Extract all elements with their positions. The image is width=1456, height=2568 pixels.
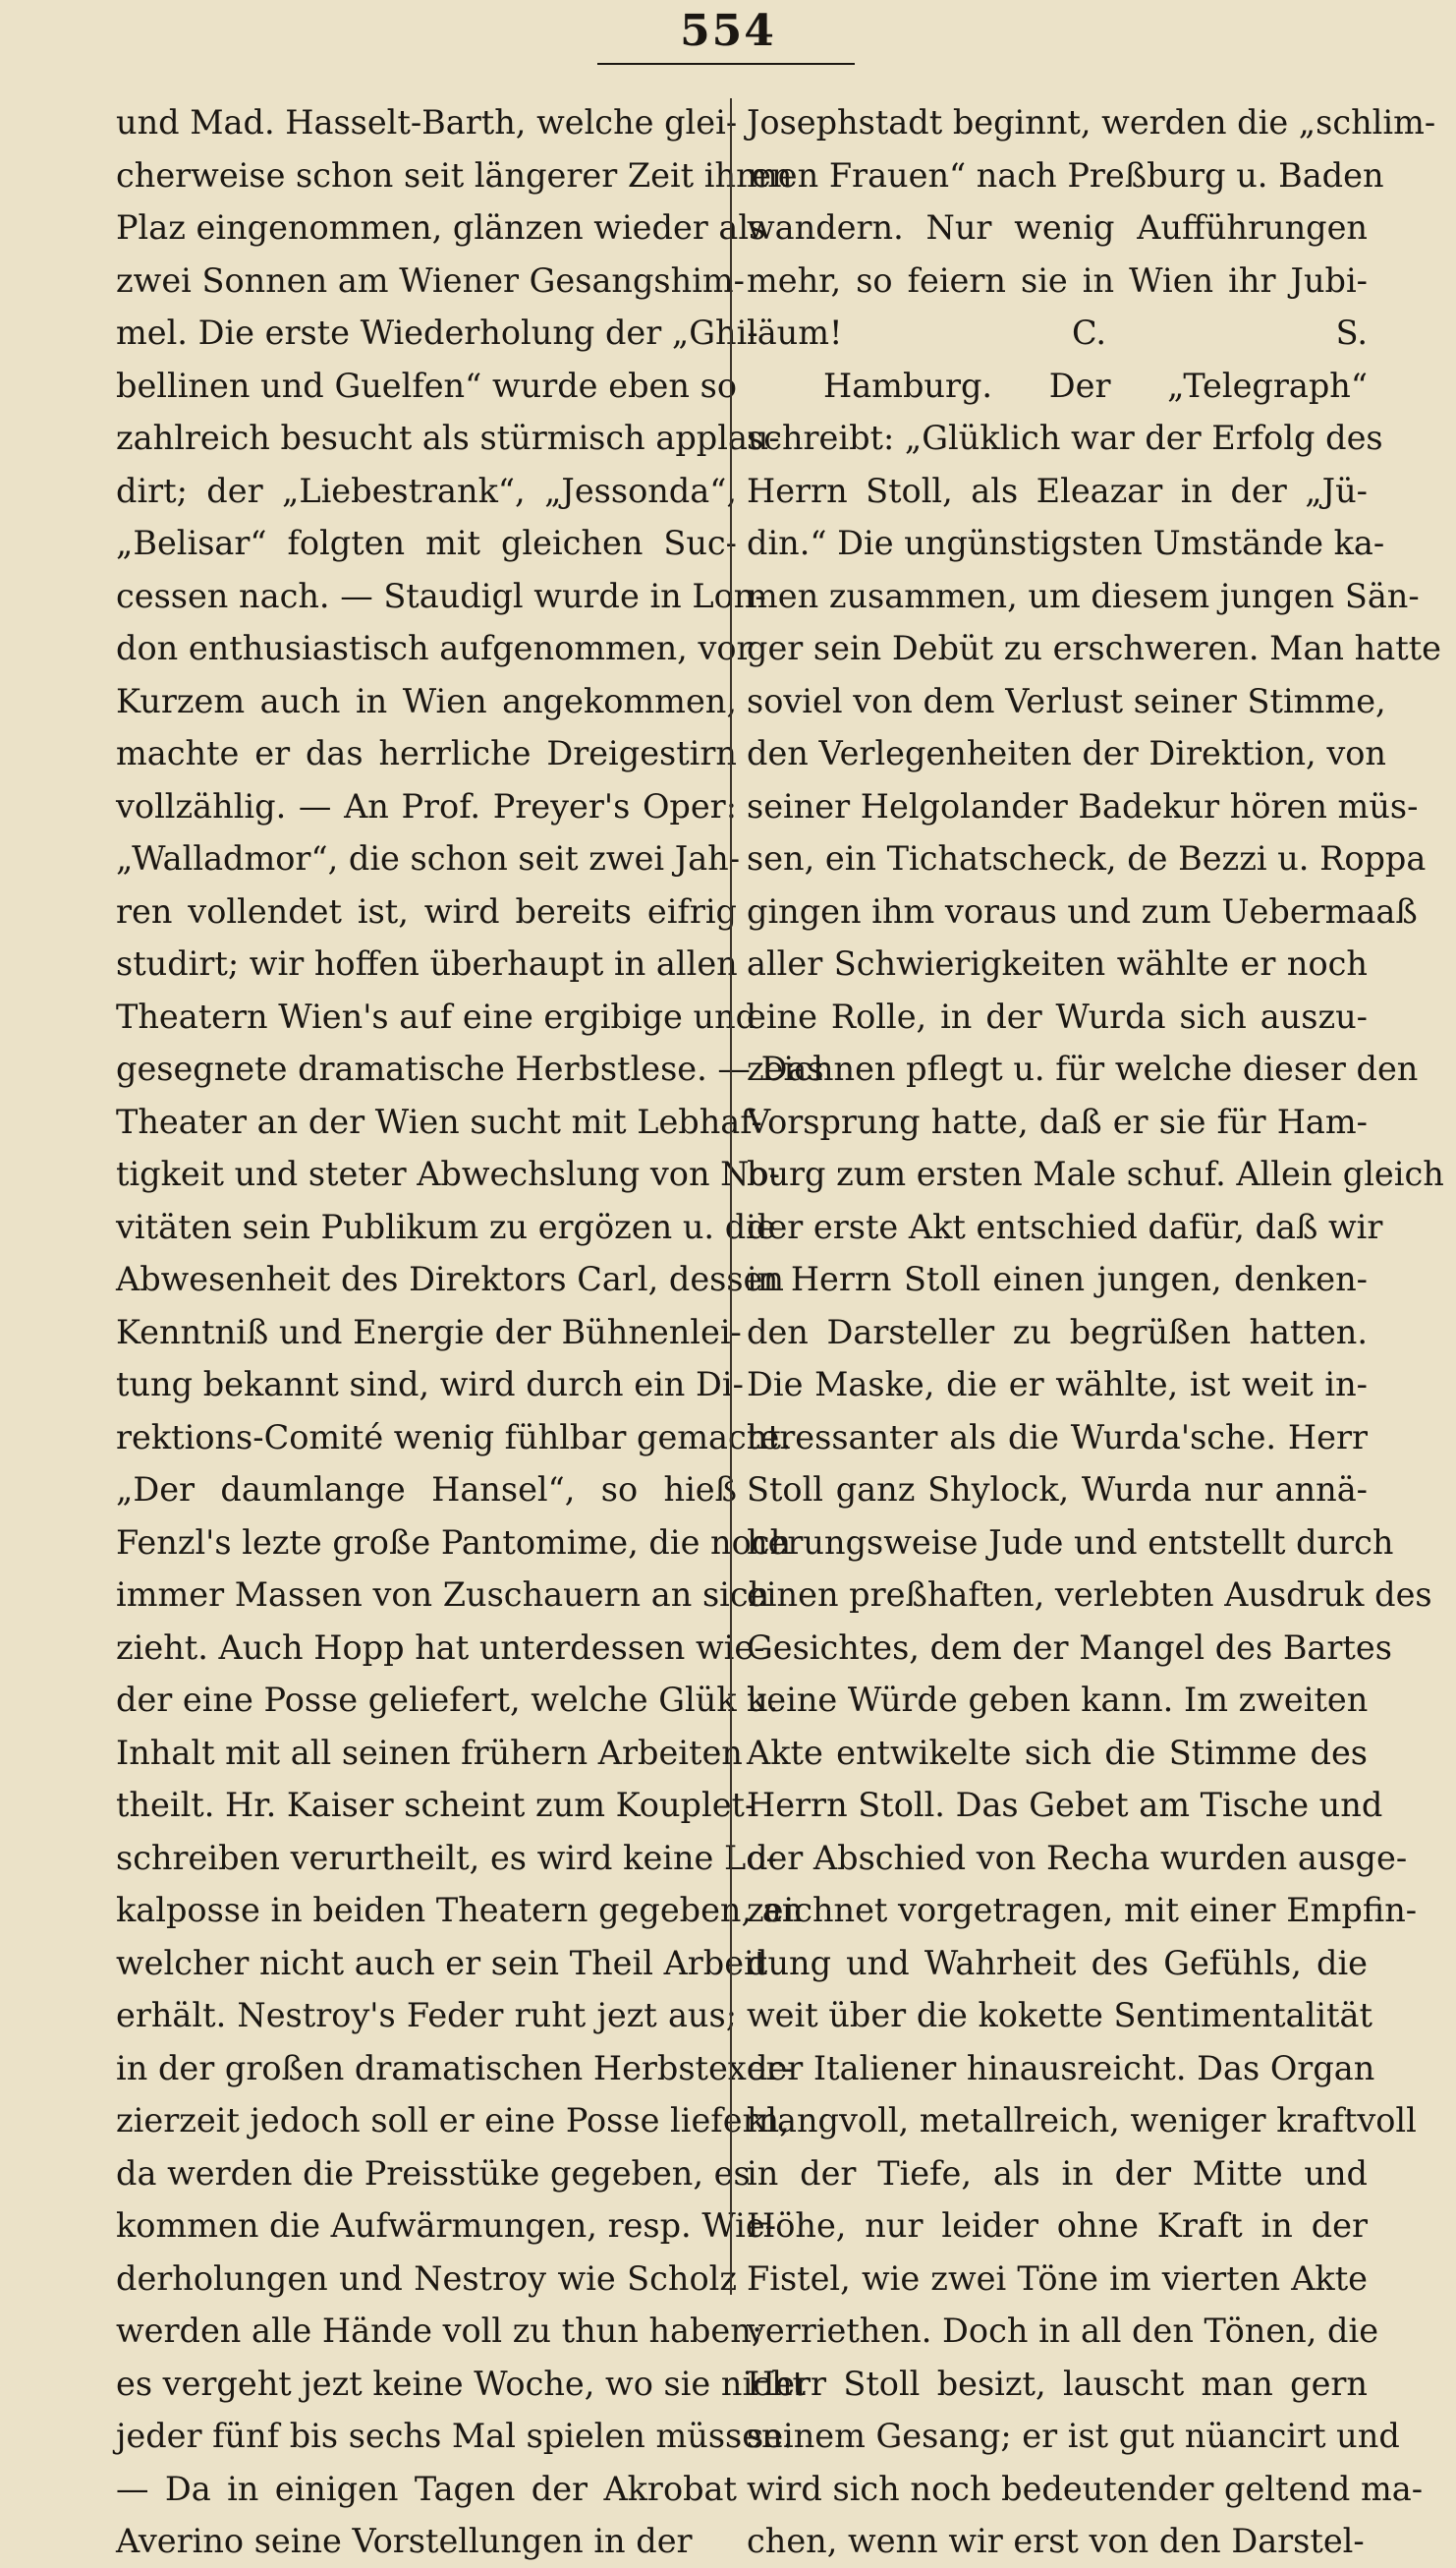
text-line: verriethen. Doch in all den Tönen, die (747, 2311, 1379, 2350)
text-line: vollzählig. — An Prof. Preyer's Oper: (116, 786, 737, 826)
text-line: Herrn Stoll. Das Gebet am Tische und (747, 1786, 1383, 1824)
text-line: immer Massen von Zuschauern an sich (116, 1575, 770, 1614)
text-line: welcher nicht auch er sein Theil Arbeit (116, 1943, 768, 1982)
text-line: din.“ Die ungünstigsten Umstände ka- (747, 524, 1385, 562)
text-line: zierzeit jedoch soll er eine Posse liefern, (116, 2101, 790, 2140)
text-line: zeichnen pflegt u. für welche dieser den (747, 1050, 1419, 1088)
text-line: Höhe, nur leider ohne Kraft in der (747, 2206, 1368, 2245)
text-line: burg zum ersten Male schuf. Allein gleich (747, 1155, 1444, 1193)
text-line: den Verlegenheiten der Direktion, von (747, 734, 1386, 772)
text-line: Kenntniß und Energie der Bühnenlei- (116, 1312, 742, 1351)
text-line: aller Schwierigkeiten wählte er noch (747, 944, 1368, 983)
text-line: men Frauen“ nach Preßburg u. Baden (747, 155, 1384, 195)
text-line: schreiben verurtheilt, es wird keine Lo- (116, 1838, 777, 1877)
text-line: zwei Sonnen am Wiener Gesangshim- (116, 260, 746, 300)
text-line: men zusammen, um diesem jungen Sän- (747, 576, 1420, 615)
text-line: rektions-Comité wenig fühlbar gemacht. (116, 1417, 792, 1456)
text-line: Theatern Wien's auf eine ergibige und (116, 997, 757, 1036)
text-line: wird sich noch bedeutender geltend ma- (747, 2469, 1424, 2508)
text-line: mel. Die erste Wiederholung der „Ghi- (116, 314, 758, 352)
text-line: Kurzem auch in Wien angekommen, (116, 681, 737, 720)
text-line: tigkeit und steter Abwechslung von No- (116, 1155, 780, 1193)
text-line: derholungen und Nestroy wie Scholz (116, 2258, 737, 2298)
text-line: Josephstadt beginnt, werden die „schlim- (747, 103, 1436, 142)
text-line: „Walladmor“, die schon seit zwei Jah- (116, 839, 741, 878)
text-line: Fenzl's lezte große Pantomime, die noch (116, 1522, 792, 1562)
text-line: kommen die Aufwärmungen, resp. Wie- (116, 2206, 777, 2245)
text-line: schreibt: „Glüklich war der Erfolg des (747, 419, 1383, 457)
text-line: studirt; wir hoffen überhaupt in allen (116, 944, 738, 983)
text-line: zahlreich besucht als stürmisch applau- (116, 419, 780, 457)
text-line: cherweise schon seit längerer Zeit ihren (116, 155, 793, 195)
page-number: 554 (680, 6, 776, 56)
text-line: seinem Gesang; er ist gut nüancirt und (747, 2417, 1400, 2455)
text-line: Stoll ganz Shylock, Wurda nur annä- (747, 1470, 1368, 1509)
text-line: tung bekannt sind, wird durch ein Di- (116, 1365, 744, 1403)
text-line: klangvoll, metallreich, weniger kraftvoll (747, 2101, 1417, 2140)
text-line: chen, wenn wir erst von den Darstel- (747, 2522, 1365, 2560)
text-line: dirt; der „Liebestrank“, „Jessonda“, (116, 471, 737, 510)
text-line: Die Maske, die er wählte, ist weit in- (747, 1365, 1368, 1403)
text-line: erhält. Nestroy's Feder ruht jezt aus; (116, 1996, 737, 2034)
text-line: zieht. Auch Hopp hat unterdessen wie- (116, 1627, 765, 1667)
text-line: in Herrn Stoll einen jungen, denken- (747, 1260, 1368, 1298)
text-line: der Abschied von Recha wurden ausge- (747, 1838, 1408, 1877)
text-line: mehr, so feiern sie in Wien ihr Jubi- (747, 260, 1368, 300)
text-line: Abwesenheit des Direktors Carl, dessen (116, 1260, 784, 1298)
text-line: Herr Stoll besizt, lauscht man gern (747, 2364, 1368, 2403)
text-line: ren vollendet ist, wird bereits eifrig (116, 891, 737, 931)
text-line: Gesichtes, dem der Mangel des Bartes (747, 1627, 1392, 1667)
header-rule (597, 63, 855, 65)
text-line: in der Tiefe, als in der Mitte und (747, 2153, 1368, 2193)
text-line: und Mad. Hasselt-Barth, welche glei- (116, 103, 738, 142)
left-column (116, 96, 824, 2568)
text-line: wandern. Nur wenig Aufführungen (747, 208, 1368, 247)
text-line: keine Würde geben kann. Im zweiten (747, 1681, 1369, 1719)
text-line: dung und Wahrheit des Gefühls, die (747, 1943, 1368, 1982)
text-line: machte er das herrliche Dreigestirn (116, 734, 737, 772)
text-line: jeder fünf bis sechs Mal spielen müssen. (116, 2417, 794, 2455)
text-line: in der großen dramatischen Herbstexer- (116, 2048, 793, 2087)
text-line: einen preßhaften, verlebten Ausdruk des (747, 1575, 1432, 1614)
text-line: es vergeht jezt keine Woche, wo sie nicht (116, 2364, 806, 2403)
text-line: zeichnet vorgetragen, mit einer Empfin- (747, 1891, 1418, 1929)
text-line: Akte entwikelte sich die Stimme des (747, 1733, 1368, 1772)
text-line: seiner Helgolander Badekur hören müs- (747, 786, 1419, 826)
text-line: cessen nach. — Staudigl wurde in Lon- (116, 576, 766, 615)
text-line: Hamburg. Der „Telegraph“ (823, 366, 1368, 405)
text-line: — Da in einigen Tagen der Akrobat (116, 2469, 737, 2508)
text-line: herungsweise Jude und entstellt durch (747, 1522, 1394, 1562)
text-line: der erste Akt entschied dafür, daß wir (747, 1207, 1383, 1246)
text-line: Theater an der Wien sucht mit Lebhaf- (116, 1102, 762, 1141)
text-line: sen, ein Tichatscheck, de Bezzi u. Roppa (747, 839, 1427, 878)
text-line: teressanter als die Wurda'sche. Herr (747, 1417, 1368, 1456)
text-line: gingen ihm voraus und zum Uebermaaß (747, 891, 1418, 931)
right-column (747, 96, 1444, 2568)
text-line: der eine Posse geliefert, welche Glük u. (116, 1681, 779, 1719)
text-line: don enthusiastisch aufgenommen, vor (116, 629, 753, 667)
text-line: weit über die kokette Sentimentalität (747, 1996, 1372, 2034)
text-line: da werden die Preisstüke gegeben, es (116, 2153, 751, 2193)
text-line: eine Rolle, in der Wurda sich auszu- (747, 997, 1368, 1036)
text-line: Herrn Stoll, als Eleazar in der „Jü- (747, 471, 1368, 510)
text-line: Inhalt mit all seinen frühern Arbeiten (116, 1733, 743, 1772)
text-line: gesegnete dramatische Herbstlese. — Das (116, 1050, 824, 1088)
text-line: vitäten sein Publikum zu ergözen u. die (116, 1207, 776, 1246)
text-line: „Belisar“ folgten mit gleichen Suc- (116, 524, 737, 562)
text-line: kalposse in beiden Theatern gegeben, an (116, 1891, 804, 1929)
text-line: der Italiener hinausreicht. Das Organ (747, 2048, 1375, 2087)
text-line: werden alle Hände voll zu thun haben; (116, 2311, 763, 2350)
text-line: läum! C. S. (747, 314, 1368, 352)
text-line: Fistel, wie zwei Töne im vierten Akte (747, 2258, 1368, 2298)
text-line: ger sein Debüt zu erschweren. Man hatte (747, 629, 1441, 667)
text-line: soviel von dem Verlust seiner Stimme, (747, 681, 1386, 720)
text-line: Averino seine Vorstellungen in der (116, 2522, 693, 2560)
text-line: Vorsprung hatte, daß er sie für Ham- (747, 1102, 1368, 1141)
text-line: bellinen und Guelfen“ wurde eben so (116, 366, 737, 405)
text-line: Plaz eingenommen, glänzen wieder als (116, 208, 766, 247)
text-line: theilt. Hr. Kaiser scheint zum Kouplet- (116, 1786, 756, 1824)
text-line: „Der daumlange Hansel“, so hieß (116, 1470, 737, 1509)
column-divider (730, 98, 732, 2295)
text-line: den Darsteller zu begrüßen hatten. (747, 1312, 1368, 1351)
